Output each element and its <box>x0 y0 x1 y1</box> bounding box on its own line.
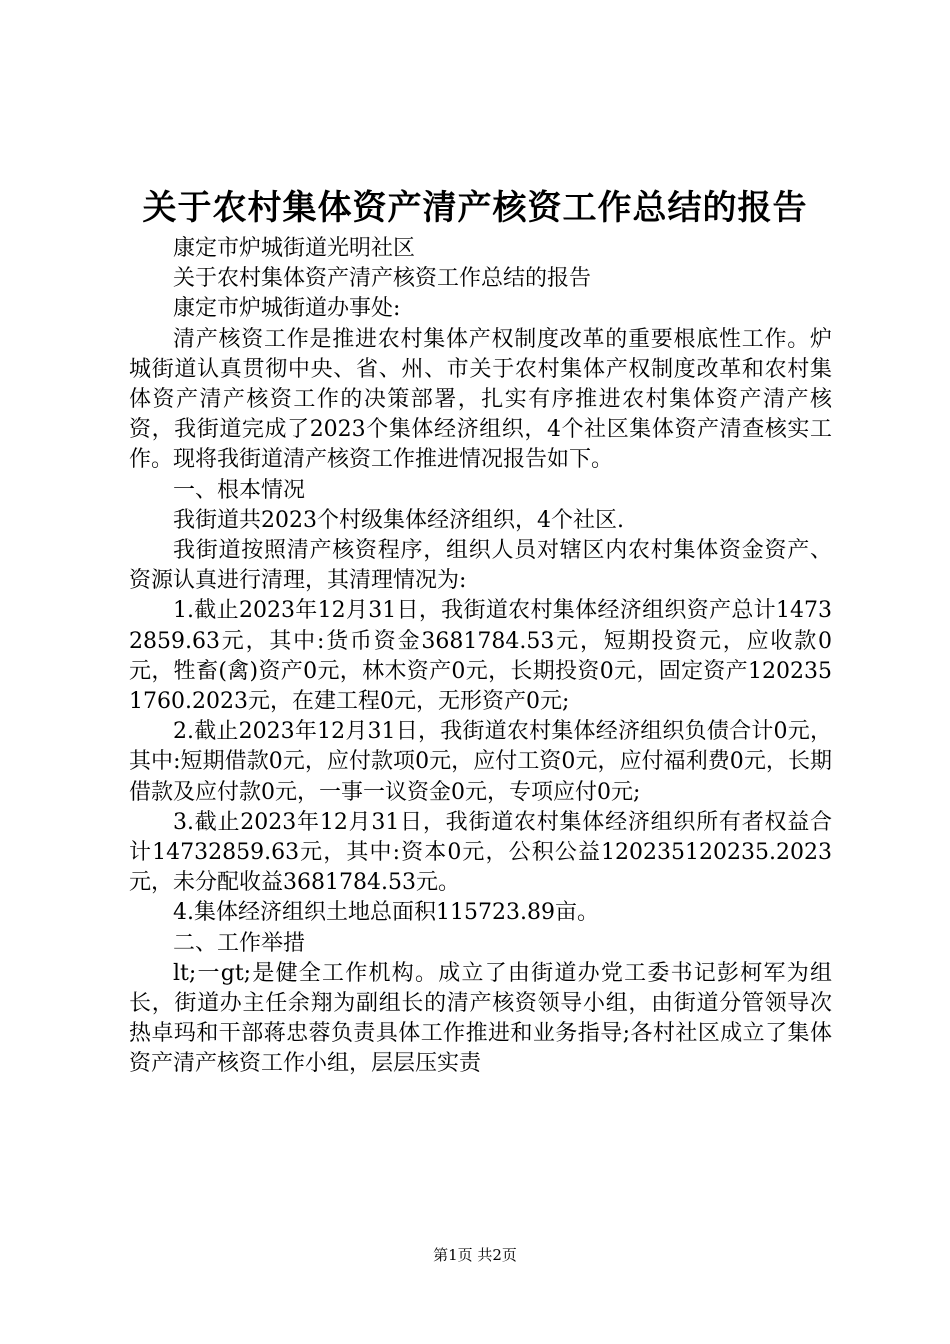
paragraph: 4.集体经济组织土地总面积115723.89亩。 <box>173 900 599 926</box>
paragraph: 关于农村集体资产清产核资工作总结的报告 <box>173 266 592 292</box>
section-heading: 二、工作举措 <box>173 930 306 956</box>
paragraph: 3.截止2023年12月31日，我街道农村集体经济组织所有者权益合计14732859.63元，其中:资本0元，公积公益120235120235.2023元，未分配收益3681784.53元。 <box>129 809 832 896</box>
document-body <box>129 234 832 1080</box>
page-footer: 第1页 共2页 <box>433 1246 517 1264</box>
paragraph: 清产核资工作是推进农村集体产权制度改革的重要根底性工作。炉城街道认真贯彻中央、省、州、市关于农村集体产权制度改革和农村集体资产清产核资工作的决策部署，扎实有序推进农村集体资产清产核资，我街道完成了2023个集体经济组织，4个社区集体资产清查核实工作。现将我街道清产核资工作推进情况报告如下。 <box>129 326 832 473</box>
paragraph: lt;一gt;是健全工作机构。成立了由街道办党工委书记彭柯军为组长，街道办主任余翔为副组长的清产核资领导小组，由街道分管领导次热卓玛和干部蒋忠蓉负责具体工作推进和业务指导;各村社区成立了集体资产清产核资工作小组，层层压实责 <box>129 960 832 1077</box>
paragraph: 1.截止2023年12月31日，我街道农村集体经济组织资产总计14732859.63元，其中:货币资金3681784.53元，短期投资元，应收款0元，牲畜(禽)资产0元，林木资产0元，长期投资0元，固定资产1202351760.2023元，在建工程0元，无形资产0元; <box>129 598 832 715</box>
paragraph: 我街道按照清产核资程序，组织人员对辖区内农村集体资金资产、资源认真进行清理，其清理情况为: <box>129 538 832 594</box>
paragraph: 康定市炉城街道光明社区 <box>173 236 416 261</box>
paragraph: 康定市炉城街道办事处: <box>173 296 401 322</box>
section-heading: 一、根本情况 <box>173 477 306 503</box>
document-title: 关于农村集体资产清产核资工作总结的报告 <box>142 188 808 228</box>
paragraph: 2.截止2023年12月31日，我街道农村集体经济组织负债合计0元，其中:短期借款0元，应付款项0元，应付工资0元，应付福利费0元，长期借款及应付款0元，一事一议资金0元，专项应付0元; <box>129 719 832 805</box>
paragraph: 我街道共2023个村级集体经济组织，4个社区. <box>173 507 624 533</box>
